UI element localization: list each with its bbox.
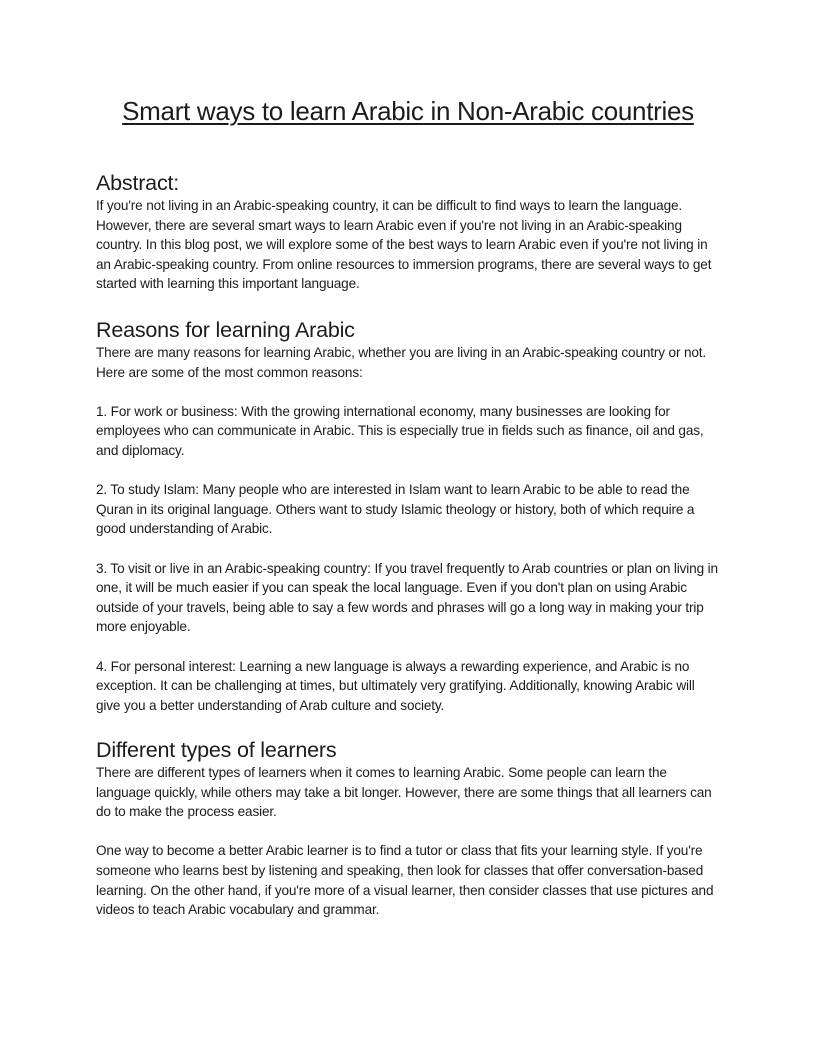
page-title: Smart ways to learn Arabic in Non-Arabic countries: [122, 96, 694, 126]
section-abstract: [96, 170, 720, 294]
paragraph: 2. To study Islam: Many people who are interested in Islam want to learn Arabic to be able to read the Quran in its original language. Others want to study Islamic theology or history, both of which require a good understanding of Arabic.: [96, 482, 695, 537]
paragraph: 4. For personal interest: Learning a new language is always a rewarding experience, and Arabic is no exception. It can be challenging at times, but ultimately very gratifying. Additionally, knowing Arabic will give you a better understanding of Arab culture and society.: [96, 658, 695, 713]
paragraph: If you're not living in an Arabic-speaking country, it can be difficult to find ways to learn the language. However, there are several smart ways to learn Arabic even if you're not living in an Arabic-speaking country. In this blog post, we will explore some of the best ways to learn Arabic even if you're not living in an Arabic-speaking country. From online resources to immersion programs, there are several ways to get started with learning this important language.: [96, 198, 712, 292]
paragraph: One way to become a better Arabic learner is to find a tutor or class that fits your learning style. If you're someone who learns best by listening and speaking, then look for classes that offer conversation-based learning. On the other hand, if you're more of a visual learner, then consider classes that use pictures and videos to teach Arabic vocabulary and grammar.: [96, 843, 714, 918]
paragraph: 3. To visit or live in an Arabic-speaking country: If you travel frequently to Arab countries or plan on living in one, it will be much easier if you can speak the local language. Even if you don't plan on using Arabic outside of your travels, being able to say a few words and phrases will go a long way in making your trip more enjoyable.: [96, 560, 718, 635]
paragraph: There are many reasons for learning Arabic, whether you are living in an Arabic-speaking country or not. Here are some of the most common reasons:: [96, 345, 707, 380]
section-reasons: [96, 317, 720, 715]
paragraph: There are different types of learners when it comes to learning Arabic. Some people can learn the language quickly, while others may take a bit longer. However, there are some things that all learners can do to make the process easier.: [96, 765, 712, 820]
section-heading: Different types of learners: [96, 738, 337, 762]
section-learner-types: [96, 737, 720, 920]
paragraph: 1. For work or business: With the growing international economy, many businesses are looking for employees who can communicate in Arabic. This is especially true in fields such as finance, oil and gas, and diplomacy.: [96, 403, 704, 458]
section-heading: Reasons for learning Arabic: [96, 318, 355, 342]
section-heading: Abstract:: [96, 171, 180, 195]
